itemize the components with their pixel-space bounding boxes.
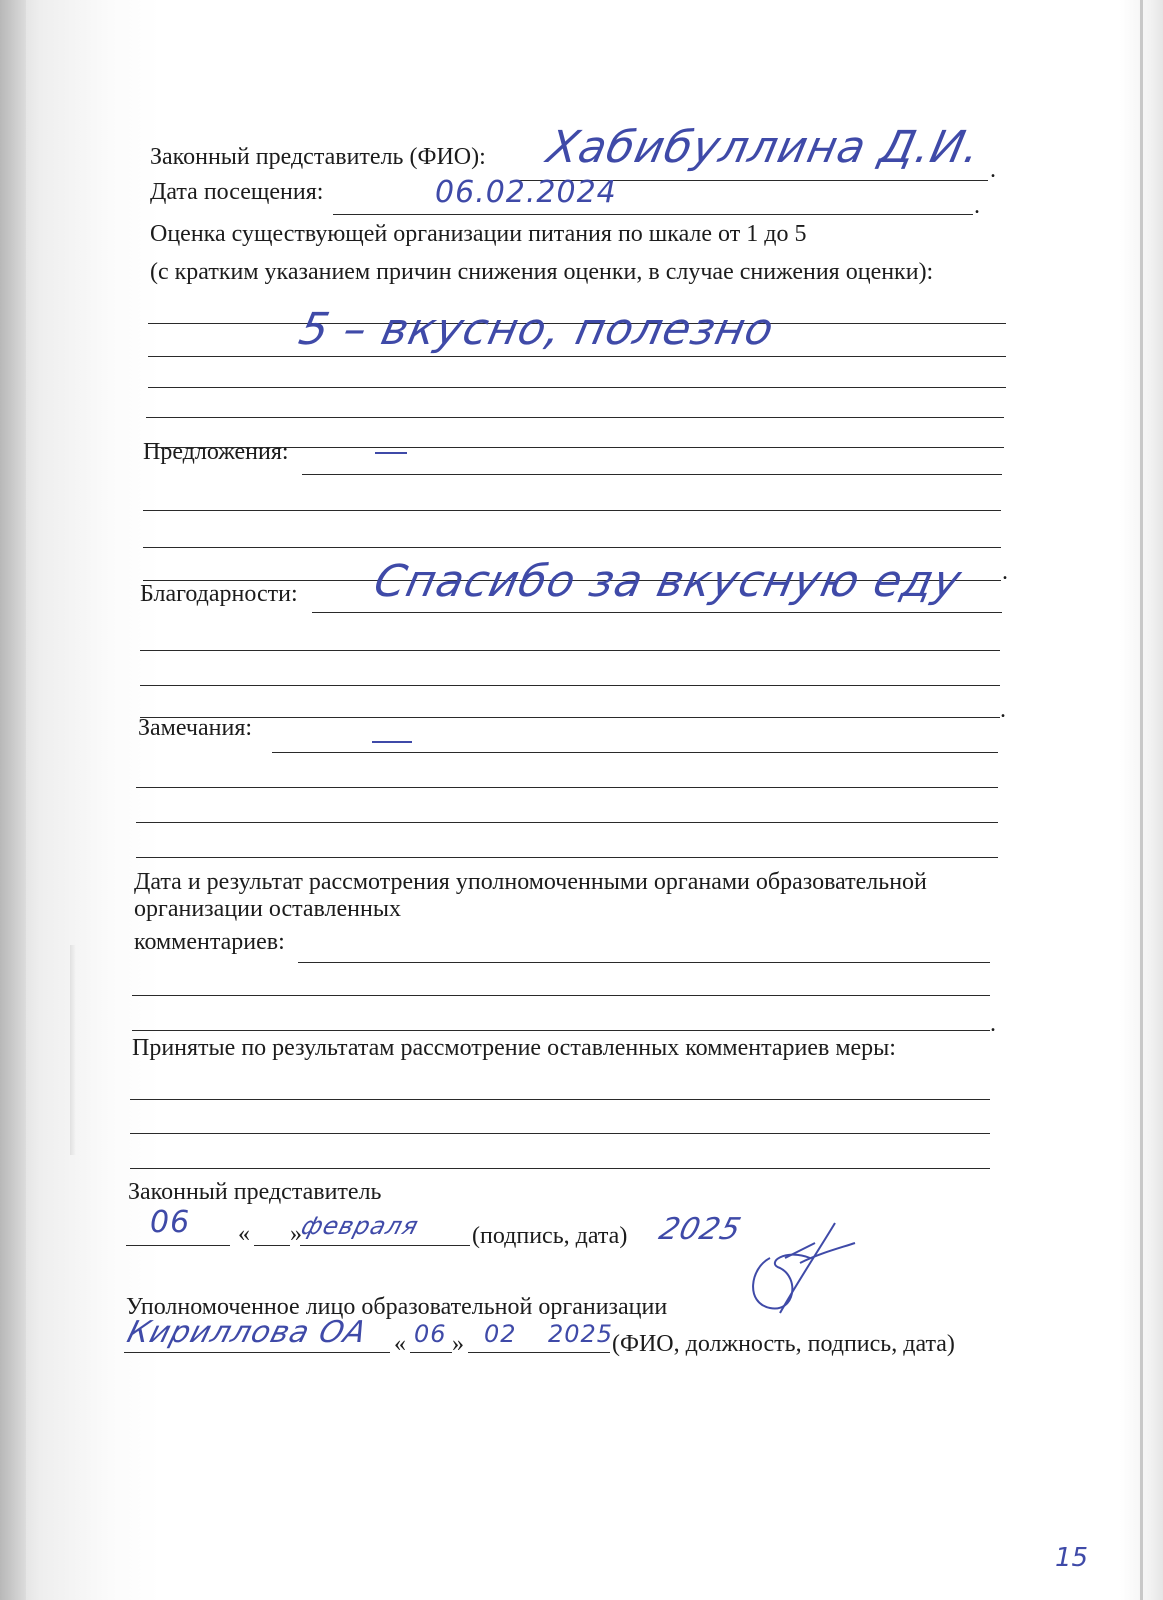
official-label: Уполномоченное лицо образовательной организации (126, 1294, 668, 1320)
rep-sign-month: февраля (298, 1212, 422, 1240)
official-day: 06 (414, 1320, 447, 1348)
measures-label: Принятые по результатам рассмотрение оставленных комментариев меры: (132, 1035, 896, 1061)
rep-handwritten-name: Хабибуллина Д.И. (542, 122, 986, 173)
rep-sign-quote-line (254, 1245, 290, 1246)
rep-sign-open-quote: « (238, 1221, 250, 1247)
visit-label: Дата посещения: (150, 179, 324, 205)
page-edge (1140, 0, 1143, 1600)
visit-line (333, 214, 973, 215)
measures-line-2 (130, 1133, 990, 1134)
signature-drawing (740, 1218, 860, 1318)
review-period: . (990, 1011, 996, 1037)
paper-crease (70, 945, 76, 1155)
review-line-1 (298, 962, 990, 963)
binding-shadow (0, 0, 26, 1600)
remarks-dash-mark (372, 741, 412, 743)
thanks-handwritten-value: Спасибо за вкусную еду (369, 556, 967, 607)
official-name-line (124, 1352, 390, 1353)
measures-line-1 (130, 1099, 990, 1100)
official-suffix: (ФИО, должность, подпись, дата) (612, 1331, 955, 1357)
rep-sign-day: 06 (150, 1205, 191, 1240)
official-month: 02 (484, 1320, 517, 1348)
rep-sign-month-line (300, 1245, 470, 1246)
proposals-line-3 (143, 547, 1001, 548)
review-label-2: организации оставленных (134, 896, 401, 922)
remarks-line-2 (136, 787, 998, 788)
thanks-line-4 (140, 717, 1000, 718)
proposals-label: Предложения: (143, 439, 289, 465)
thanks-label: Благодарности: (140, 581, 298, 607)
rep-sign-suffix: (подпись, дата) (472, 1223, 628, 1249)
rating-line-4 (146, 417, 1004, 418)
proposals-dash-mark (375, 452, 407, 454)
official-close-quote: » (452, 1331, 464, 1357)
review-line-3 (132, 1030, 990, 1031)
rating-line-2 (148, 356, 1006, 357)
official-day-line (410, 1352, 452, 1353)
official-name: Кириллова ОА (123, 1315, 371, 1350)
rating-line-3 (148, 387, 1006, 388)
thanks-line-1 (312, 612, 1002, 613)
thanks-line-3 (140, 685, 1000, 686)
rating-handwritten-value: 5 – вкусно, полезно (294, 304, 779, 355)
remarks-label: Замечания: (138, 715, 253, 741)
review-line-2 (132, 995, 990, 996)
remarks-line-1 (272, 752, 998, 753)
official-year: 2025 (548, 1320, 614, 1348)
rep-sign-close-quote: » (290, 1221, 302, 1247)
review-label-3: комментариев: (134, 929, 285, 955)
official-open-quote: « (394, 1331, 406, 1357)
remarks-line-3 (136, 822, 998, 823)
measures-line-3 (130, 1168, 990, 1169)
rep-sign-year: 2025 (655, 1212, 746, 1247)
rating-note: (с кратким указанием причин снижения оценки, в случае снижения оценки): (150, 259, 934, 285)
rep-period: . (990, 157, 996, 183)
rep-label: Законный представитель (ФИО): (150, 144, 486, 170)
rep-sign-day-line (126, 1245, 230, 1246)
page-number: 15 (1055, 1543, 1089, 1573)
rating-label: Оценка существующей организации питания по шкале от 1 до 5 (150, 221, 807, 247)
remarks-line-4 (136, 857, 998, 858)
proposals-line-1 (302, 474, 1002, 475)
thanks-period: . (1000, 697, 1006, 723)
proposals-line-2 (143, 510, 1001, 511)
visit-period: . (974, 193, 980, 219)
official-date-line (468, 1352, 610, 1353)
thanks-line-2 (140, 650, 1000, 651)
visit-handwritten-date: 06.02.2024 (435, 175, 617, 210)
rep-sign-label: Законный представитель (128, 1179, 382, 1205)
proposals-period: . (1002, 559, 1008, 585)
review-label-1: Дата и результат рассмотрения уполномоченными органами образовательной (134, 869, 927, 895)
